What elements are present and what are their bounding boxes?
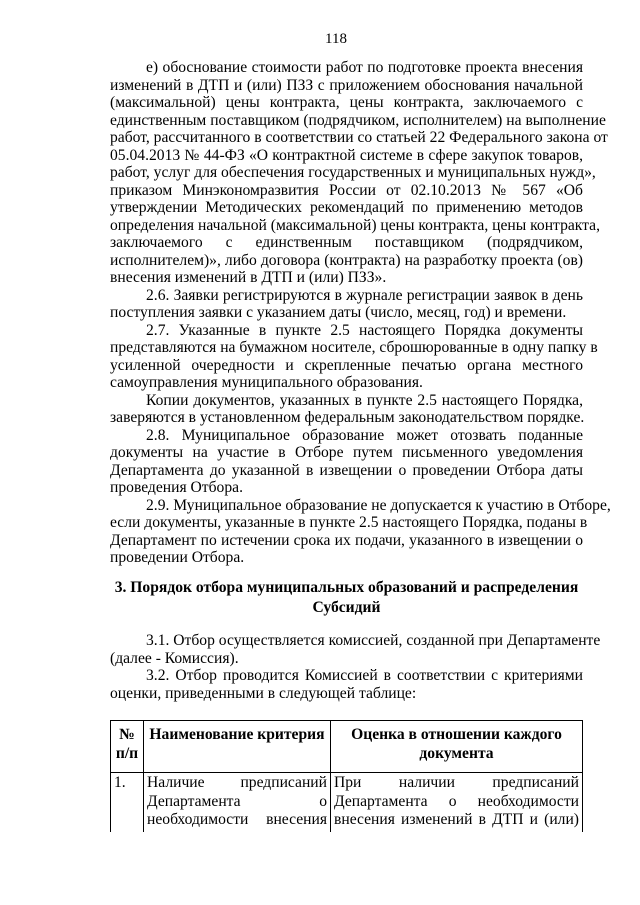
row-number: 1. xyxy=(111,773,144,833)
text-line: заверяются в установленном федеральным законодательством порядке. xyxy=(110,409,585,426)
text-line: Копии документов, указанных в пункте 2.5 настоящего Порядка, xyxy=(146,391,583,409)
text-line: 2.6. Заявки регистрируются в журнале регистрации заявок в день xyxy=(146,286,583,304)
header-number xyxy=(111,721,144,773)
text-line: определения начальной (максимальной) цены контракта, цены контракта, xyxy=(110,216,600,234)
text-line: оценки, приведенными в следующей таблице: xyxy=(110,684,417,702)
text-line: 3.1. Отбор осуществляется комиссией, созданной при Департаменте xyxy=(146,632,601,649)
text-line: усиленной очередности и скрепленные печатью органа местного xyxy=(110,356,583,374)
header-number-text: № п/п xyxy=(115,726,139,762)
text-line: 2.9. Муниципальное образование не допускается к участию в Отборе, xyxy=(146,496,611,514)
header-criterion: Наименование критерия xyxy=(144,721,331,773)
text-line: единственным поставщиком (подрядчиком, исполнителем) на выполнение xyxy=(110,111,606,129)
text-line: заключаемого с единственным поставщиком (подрядчиком, xyxy=(110,234,583,251)
text-line: если документы, указанные в пункте 2.5 настоящего Порядка, поданы в xyxy=(110,514,588,531)
text-line: (максимальной) цены контракта, цены контракта, заключаемого с xyxy=(110,94,583,111)
text-line: 3.2. Отбор проводится Комиссией в соответствии с критериями xyxy=(146,667,583,684)
text-line: утверждении Методических рекомендаций по применению методов xyxy=(110,199,583,216)
section-heading-line: Субсидий xyxy=(312,599,381,616)
section-heading xyxy=(110,578,583,618)
criteria-table xyxy=(110,720,583,832)
header-evaluation: Оценка в отношении каждого документа xyxy=(331,721,583,773)
cell-line: необходимости внесения xyxy=(147,811,327,828)
page-number: 118 xyxy=(325,31,347,47)
text-line: 2.8. Муниципальное образование может отозвать поданные xyxy=(146,426,583,444)
text-line: 2.7. Указанные в пункте 2.5 настоящего Порядка документы xyxy=(146,321,583,339)
text-line: самоуправления муниципального образования. xyxy=(110,374,423,391)
text-line: исполнителем)», либо договора (контракта) на разработку проекта (ов) xyxy=(110,251,583,269)
text-line: работ, услуг для обеспечения государственных и муниципальных нужд», xyxy=(110,164,596,181)
row-criterion xyxy=(144,773,331,833)
cell-line: Департамента о необходимости xyxy=(334,792,579,810)
text-line: представляются на бумажном носителе, сброшюрованные в одну папку в xyxy=(110,339,598,356)
cell-line: внесения изменений в ДТП и (или) xyxy=(334,811,579,828)
text-line: проведения Отбора. xyxy=(110,479,243,496)
text-line: приказом Минэкономразвития России от 02.10.2013 № 567 «Об xyxy=(110,181,583,199)
cell-line: При наличии предписаний xyxy=(334,774,579,791)
text-line: поступления заявки с указанием даты (число, месяц, год) и времени. xyxy=(110,304,567,321)
text-line: Департамент по истечении срока их подачи, указанного в извещении о xyxy=(110,531,583,549)
text-line: 05.04.2013 № 44-ФЗ «О контрактной системе в сфере закупок товаров, xyxy=(110,146,583,164)
text-line: е) обоснование стоимости работ по подготовке проекта внесения xyxy=(146,59,583,76)
row-evaluation xyxy=(331,773,583,833)
text-line: документы на участие в Отборе путем письменного уведомления xyxy=(110,444,583,461)
text-line: работ, рассчитанного в соответствии со статьей 22 Федерального закона от xyxy=(110,129,608,146)
section-heading-line: 3. Порядок отбора муниципальных образований и распределения xyxy=(114,579,579,596)
text-line: Департамента до указанной в извещении о проведении Отбора даты xyxy=(110,461,583,479)
text-line: изменений в ДТП и (или) ПЗЗ с приложением обоснования начальной xyxy=(110,76,583,94)
document-body xyxy=(110,59,611,567)
text-line: внесения изменений в ДТП и (или) ПЗЗ». xyxy=(110,269,387,286)
table-row xyxy=(111,773,583,833)
text-line: проведении Отбора. xyxy=(110,549,245,566)
table-header-row xyxy=(111,721,583,773)
section-body xyxy=(110,632,601,702)
text-line: (далее - Комиссия). xyxy=(110,649,239,667)
cell-line: Департамента о xyxy=(147,792,327,810)
cell-line: Наличие предписаний xyxy=(147,774,327,791)
